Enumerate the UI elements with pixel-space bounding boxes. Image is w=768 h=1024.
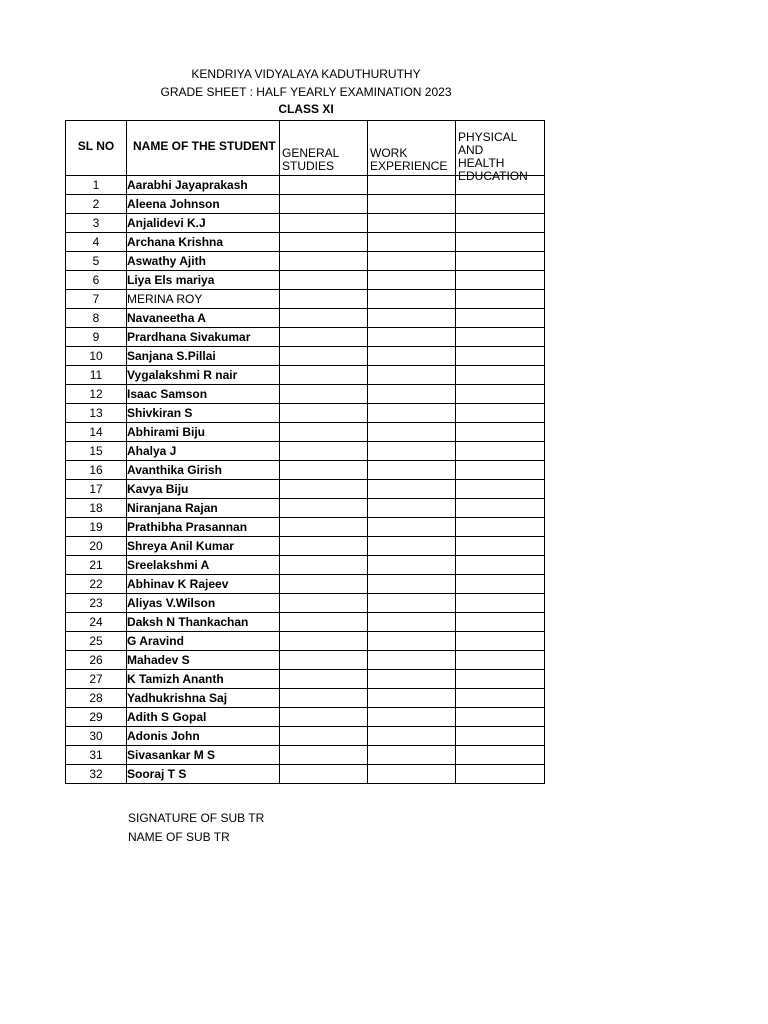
student-name-cell: Aliyas V.Wilson <box>127 594 280 613</box>
phe-grade-cell[interactable] <box>456 423 545 442</box>
phe-grade-cell[interactable] <box>456 689 545 708</box>
general-studies-grade-cell[interactable] <box>280 442 368 461</box>
student-name-cell: Shivkiran S <box>127 404 280 423</box>
student-name-cell: G Aravind <box>127 632 280 651</box>
phe-grade-cell[interactable] <box>456 651 545 670</box>
teacher-name-label: NAME OF SUB TR <box>128 830 230 844</box>
sl-no-cell: 4 <box>66 233 127 252</box>
student-name-cell: Sanjana S.Pillai <box>127 347 280 366</box>
sl-no-cell: 17 <box>66 480 127 499</box>
phe-grade-cell[interactable] <box>456 404 545 423</box>
student-name-cell: K Tamizh Ananth <box>127 670 280 689</box>
general-studies-grade-cell[interactable] <box>280 594 368 613</box>
phe-grade-cell[interactable] <box>456 480 545 499</box>
general-studies-grade-cell[interactable] <box>280 765 368 784</box>
table-row <box>66 404 545 423</box>
student-name-cell: Abhinav K Rajeev <box>127 575 280 594</box>
sl-no-cell: 13 <box>66 404 127 423</box>
table-row <box>66 689 545 708</box>
general-studies-grade-cell[interactable] <box>280 632 368 651</box>
sl-no-cell: 1 <box>66 176 127 195</box>
work-experience-grade-cell[interactable] <box>368 670 456 689</box>
phe-grade-cell[interactable] <box>456 195 545 214</box>
work-experience-grade-cell[interactable] <box>368 271 456 290</box>
work-experience-grade-cell[interactable] <box>368 746 456 765</box>
grade-table <box>65 120 545 784</box>
phe-grade-cell[interactable] <box>456 214 545 233</box>
work-experience-grade-cell[interactable] <box>368 689 456 708</box>
phe-grade-cell[interactable] <box>456 290 545 309</box>
general-studies-grade-cell[interactable] <box>280 708 368 727</box>
general-studies-grade-cell[interactable] <box>280 461 368 480</box>
work-experience-grade-cell[interactable] <box>368 765 456 784</box>
phe-grade-cell[interactable] <box>456 233 545 252</box>
work-experience-grade-cell[interactable] <box>368 404 456 423</box>
table-row <box>66 575 545 594</box>
sl-no-cell: 30 <box>66 727 127 746</box>
general-studies-grade-cell[interactable] <box>280 423 368 442</box>
work-experience-grade-cell[interactable] <box>368 233 456 252</box>
table-row <box>66 632 545 651</box>
student-name-cell: Avanthika Girish <box>127 461 280 480</box>
general-studies-grade-cell[interactable] <box>280 670 368 689</box>
work-experience-grade-cell[interactable] <box>368 518 456 537</box>
student-name-cell: Mahadev S <box>127 651 280 670</box>
sl-no-cell: 12 <box>66 385 127 404</box>
table-row <box>66 423 545 442</box>
student-name-cell: Liya Els mariya <box>127 271 280 290</box>
student-name-cell: Kavya Biju <box>127 480 280 499</box>
student-name-cell: Adonis John <box>127 727 280 746</box>
header-row <box>66 121 545 176</box>
sl-no-cell: 26 <box>66 651 127 670</box>
we-line-2: EXPERIENCE <box>370 159 448 173</box>
sl-no-cell: 10 <box>66 347 127 366</box>
student-rows <box>66 176 545 784</box>
work-experience-grade-cell[interactable] <box>368 328 456 347</box>
we-line-1: WORK <box>370 146 408 160</box>
sl-no-cell: 15 <box>66 442 127 461</box>
phe-grade-cell[interactable] <box>456 328 545 347</box>
student-name-cell: Vygalakshmi R nair <box>127 366 280 385</box>
work-experience-grade-cell[interactable] <box>368 575 456 594</box>
sl-no-cell: 2 <box>66 195 127 214</box>
student-name-cell: Sooraj T S <box>127 765 280 784</box>
phe-grade-cell[interactable] <box>456 347 545 366</box>
col-header-phe <box>456 121 545 183</box>
work-experience-grade-cell[interactable] <box>368 347 456 366</box>
sl-no-cell: 31 <box>66 746 127 765</box>
work-experience-grade-cell[interactable] <box>368 385 456 404</box>
general-studies-grade-cell[interactable] <box>280 176 368 195</box>
general-studies-grade-cell[interactable] <box>280 746 368 765</box>
table-row <box>66 480 545 499</box>
general-studies-grade-cell[interactable] <box>280 385 368 404</box>
table-row <box>66 556 545 575</box>
table-row <box>66 233 545 252</box>
work-experience-grade-cell[interactable] <box>368 499 456 518</box>
table-row <box>66 727 545 746</box>
phe-grade-cell[interactable] <box>456 746 545 765</box>
general-studies-grade-cell[interactable] <box>280 575 368 594</box>
phe-grade-cell[interactable] <box>456 613 545 632</box>
general-studies-grade-cell[interactable] <box>280 233 368 252</box>
student-name-cell: Aswathy Ajith <box>127 252 280 271</box>
phe-grade-cell[interactable] <box>456 252 545 271</box>
phe-grade-cell[interactable] <box>456 765 545 784</box>
general-studies-grade-cell[interactable] <box>280 214 368 233</box>
student-name-cell: Yadhukrishna Saj <box>127 689 280 708</box>
sl-no-cell: 25 <box>66 632 127 651</box>
work-experience-grade-cell[interactable] <box>368 651 456 670</box>
sl-no-cell: 23 <box>66 594 127 613</box>
table-row <box>66 252 545 271</box>
general-studies-grade-cell[interactable] <box>280 689 368 708</box>
general-studies-grade-cell[interactable] <box>280 537 368 556</box>
sl-no-cell: 6 <box>66 271 127 290</box>
sl-no-cell: 11 <box>66 366 127 385</box>
table-row <box>66 613 545 632</box>
general-studies-grade-cell[interactable] <box>280 480 368 499</box>
phe-grade-cell[interactable] <box>456 518 545 537</box>
general-studies-grade-cell[interactable] <box>280 347 368 366</box>
student-name-cell: Abhirami Biju <box>127 423 280 442</box>
student-name-cell: Sreelakshmi A <box>127 556 280 575</box>
table-row <box>66 651 545 670</box>
table-row <box>66 290 545 309</box>
student-name-cell: Prardhana Sivakumar <box>127 328 280 347</box>
general-studies-grade-cell[interactable] <box>280 195 368 214</box>
work-experience-grade-cell[interactable] <box>368 176 456 195</box>
sl-no-cell: 7 <box>66 290 127 309</box>
student-name-cell: Isaac Samson <box>127 385 280 404</box>
work-experience-grade-cell[interactable] <box>368 423 456 442</box>
work-experience-grade-cell[interactable] <box>368 195 456 214</box>
col-header-sl-no-label: SL NO <box>77 139 115 153</box>
school-name: KENDRIYA VIDYALAYA KADUTHURUTHY <box>191 67 421 81</box>
phe-line-2: HEALTH <box>458 156 505 170</box>
sl-no-cell: 22 <box>66 575 127 594</box>
table-row <box>66 328 545 347</box>
col-header-work-experience <box>368 121 456 176</box>
sl-no-cell: 32 <box>66 765 127 784</box>
sl-no-cell: 16 <box>66 461 127 480</box>
col-header-name-label: NAME OF THE STUDENT <box>133 139 276 153</box>
table-row <box>66 271 545 290</box>
table-row <box>66 214 545 233</box>
work-experience-grade-cell[interactable] <box>368 366 456 385</box>
student-name-cell: Daksh N Thankachan <box>127 613 280 632</box>
sl-no-cell: 9 <box>66 328 127 347</box>
student-name-cell: Niranjana Rajan <box>127 499 280 518</box>
phe-grade-cell[interactable] <box>456 499 545 518</box>
sl-no-cell: 27 <box>66 670 127 689</box>
phe-grade-cell[interactable] <box>456 670 545 689</box>
phe-line-3: EDUCATION <box>458 169 528 183</box>
work-experience-grade-cell[interactable] <box>368 727 456 746</box>
table-row <box>66 708 545 727</box>
sl-no-cell: 24 <box>66 613 127 632</box>
phe-grade-cell[interactable] <box>456 708 545 727</box>
class-label: CLASS XI <box>278 102 334 116</box>
phe-grade-cell[interactable] <box>456 537 545 556</box>
table-row <box>66 347 545 366</box>
sl-no-cell: 28 <box>66 689 127 708</box>
sl-no-cell: 20 <box>66 537 127 556</box>
sl-no-cell: 14 <box>66 423 127 442</box>
sl-no-cell: 29 <box>66 708 127 727</box>
sl-no-cell: 3 <box>66 214 127 233</box>
table-row <box>66 499 545 518</box>
col-header-name <box>127 121 280 176</box>
phe-grade-cell[interactable] <box>456 727 545 746</box>
general-studies-grade-cell[interactable] <box>280 271 368 290</box>
student-name-cell: Shreya Anil Kumar <box>127 537 280 556</box>
student-name-cell: Prathibha Prasannan <box>127 518 280 537</box>
work-experience-grade-cell[interactable] <box>368 252 456 271</box>
student-name-cell: MERINA ROY <box>127 290 280 309</box>
general-studies-grade-cell[interactable] <box>280 499 368 518</box>
phe-grade-cell[interactable] <box>456 309 545 328</box>
general-studies-grade-cell[interactable] <box>280 556 368 575</box>
student-name-cell: Anjalidevi K.J <box>127 214 280 233</box>
sl-no-cell: 8 <box>66 309 127 328</box>
student-name-cell: Aleena Johnson <box>127 195 280 214</box>
general-studies-grade-cell[interactable] <box>280 727 368 746</box>
general-studies-grade-cell[interactable] <box>280 404 368 423</box>
phe-grade-cell[interactable] <box>456 366 545 385</box>
general-studies-grade-cell[interactable] <box>280 290 368 309</box>
phe-grade-cell[interactable] <box>456 271 545 290</box>
table-row <box>66 385 545 404</box>
general-studies-grade-cell[interactable] <box>280 613 368 632</box>
table-row <box>66 442 545 461</box>
student-name-cell: Adith S Gopal <box>127 708 280 727</box>
work-experience-grade-cell[interactable] <box>368 708 456 727</box>
phe-grade-cell[interactable] <box>456 575 545 594</box>
phe-grade-cell[interactable] <box>456 385 545 404</box>
phe-grade-cell[interactable] <box>456 556 545 575</box>
student-name-cell: Archana Krishna <box>127 233 280 252</box>
table-row <box>66 309 545 328</box>
table-row <box>66 195 545 214</box>
work-experience-grade-cell[interactable] <box>368 290 456 309</box>
work-experience-grade-cell[interactable] <box>368 556 456 575</box>
general-studies-grade-cell[interactable] <box>280 328 368 347</box>
work-experience-grade-cell[interactable] <box>368 461 456 480</box>
general-studies-grade-cell[interactable] <box>280 252 368 271</box>
student-name-cell: Ahalya J <box>127 442 280 461</box>
work-experience-grade-cell[interactable] <box>368 632 456 651</box>
work-experience-grade-cell[interactable] <box>368 594 456 613</box>
general-studies-grade-cell[interactable] <box>280 651 368 670</box>
table-row <box>66 366 545 385</box>
sheet-title: GRADE SHEET : HALF YEARLY EXAMINATION 2023 <box>160 85 452 99</box>
work-experience-grade-cell[interactable] <box>368 613 456 632</box>
col-header-sl-no <box>66 121 127 176</box>
table-row <box>66 594 545 613</box>
table-row <box>66 537 545 556</box>
gs-line-2: STUDIES <box>282 159 335 173</box>
general-studies-grade-cell[interactable] <box>280 366 368 385</box>
table-row <box>66 765 545 784</box>
general-studies-grade-cell[interactable] <box>280 518 368 537</box>
work-experience-grade-cell[interactable] <box>368 309 456 328</box>
signature-label: SIGNATURE OF SUB TR <box>128 811 265 825</box>
phe-grade-cell[interactable] <box>456 461 545 480</box>
student-name-cell: Sivasankar M S <box>127 746 280 765</box>
work-experience-grade-cell[interactable] <box>368 214 456 233</box>
student-name-cell: Navaneetha A <box>127 309 280 328</box>
sl-no-cell: 19 <box>66 518 127 537</box>
phe-line-1: PHYSICAL AND <box>458 130 517 157</box>
work-experience-grade-cell[interactable] <box>368 480 456 499</box>
work-experience-grade-cell[interactable] <box>368 442 456 461</box>
table-row <box>66 518 545 537</box>
gs-line-1: GENERAL <box>282 146 340 160</box>
general-studies-grade-cell[interactable] <box>280 309 368 328</box>
table-row <box>66 746 545 765</box>
sl-no-cell: 21 <box>66 556 127 575</box>
phe-grade-cell[interactable] <box>456 442 545 461</box>
phe-grade-cell[interactable] <box>456 594 545 613</box>
col-header-general-studies <box>280 121 368 176</box>
student-name-cell: Aarabhi Jayaprakash <box>127 176 280 195</box>
table-row <box>66 461 545 480</box>
sl-no-cell: 5 <box>66 252 127 271</box>
sl-no-cell: 18 <box>66 499 127 518</box>
phe-grade-cell[interactable] <box>456 632 545 651</box>
table-row <box>66 670 545 689</box>
work-experience-grade-cell[interactable] <box>368 537 456 556</box>
